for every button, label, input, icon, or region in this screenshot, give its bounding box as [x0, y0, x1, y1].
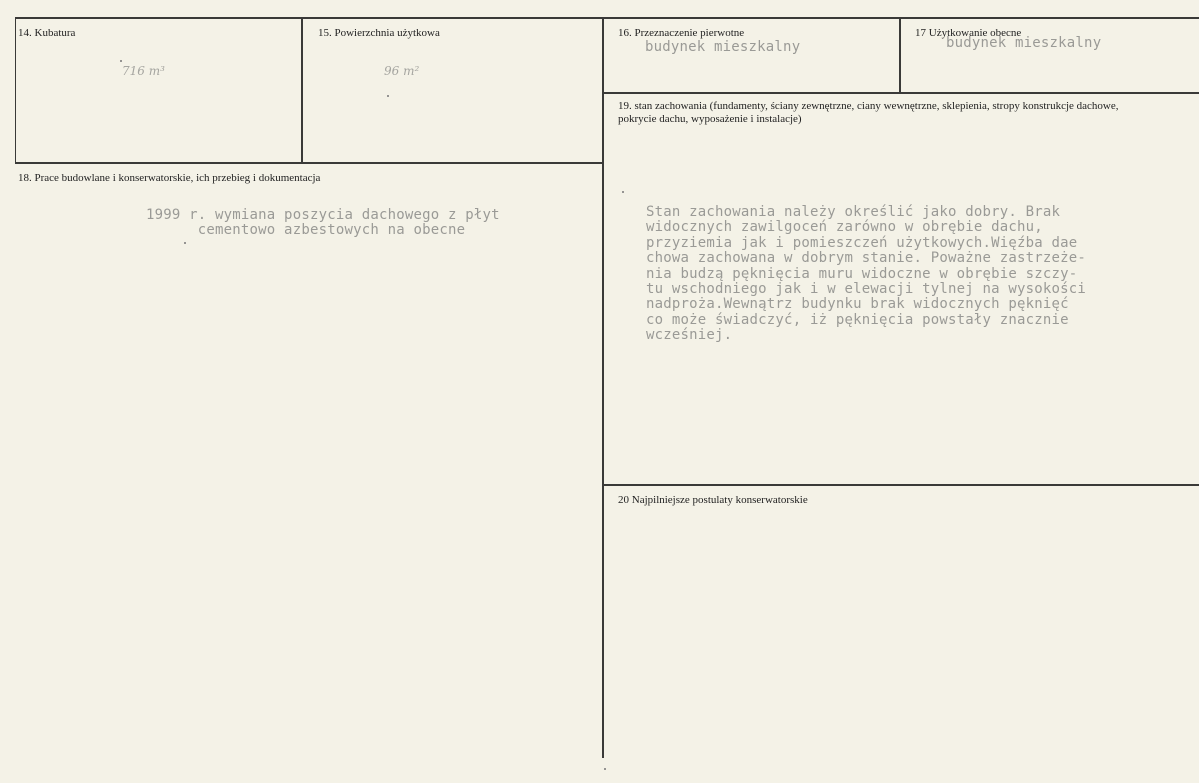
- divider-vertical-14-15: [301, 18, 303, 163]
- field-18-text: 1999 r. wymiana poszycia dachowego z płyt cementowo azbestowych na obecne: [146, 207, 500, 239]
- field-15-label: 15. Powierzchnia użytkowa: [318, 27, 440, 39]
- paper-speck: [184, 242, 186, 244]
- paper-speck: [120, 60, 122, 62]
- field-20-label: 20 Najpilniejsze postulaty konserwatorskie: [618, 494, 808, 506]
- field-14-label: 14. Kubatura: [18, 27, 76, 39]
- field-14-value: 716 m³: [122, 64, 165, 78]
- field-16-label: 16. Przeznaczenie pierwotne: [618, 27, 745, 39]
- field-17-label: 17 Użytkowanie obecne: [915, 27, 1022, 39]
- field-17-value: budynek mieszkalny: [946, 35, 1102, 51]
- divider-horizontal-19-20: [603, 484, 1199, 486]
- divider-horizontal-14-18: [15, 162, 603, 164]
- left-border-line: [15, 18, 16, 163]
- field-19-text: Stan zachowania należy określić jako dobry. Brak widocznych zawilgoceń zarówno w obrębie dachu, przyziemia jak i pomieszczeń użytkowych.Więźba dae chowa zachowana w dobrym stanie. Poważne zastrzeże- nia budzą pęknięcia muru widoczne w obrębie szczy- tu wschodniego jak i w elewacji tylnej na wysokości nadproża.Wewnątrz budynku brak widocznych pęknięć co może świadczyć, iż pęknięcia powstały znacznie wcześniej.: [646, 204, 1087, 344]
- paper-speck: [604, 768, 606, 770]
- field-15-value: 96 m²: [384, 64, 420, 78]
- divider-horizontal-16-19: [603, 92, 1199, 94]
- field-16-value: budynek mieszkalny: [645, 39, 801, 55]
- divider-vertical-main: [602, 18, 604, 758]
- field-18-label: 18. Prace budowlane i konserwatorskie, ich przebieg i dokumentacja: [18, 172, 321, 184]
- divider-vertical-16-17: [899, 18, 901, 92]
- top-border-line: [15, 17, 1199, 19]
- paper-speck: [387, 95, 389, 97]
- field-19-label: 19. stan zachowania (fundamenty, ściany zewnętrzne, ciany wewnętrzne, sklepienia, stropy konstrukcje dachowe, pokrycie dachu, wyposażenie i instalacje): [618, 100, 1119, 125]
- paper-speck: [622, 191, 624, 193]
